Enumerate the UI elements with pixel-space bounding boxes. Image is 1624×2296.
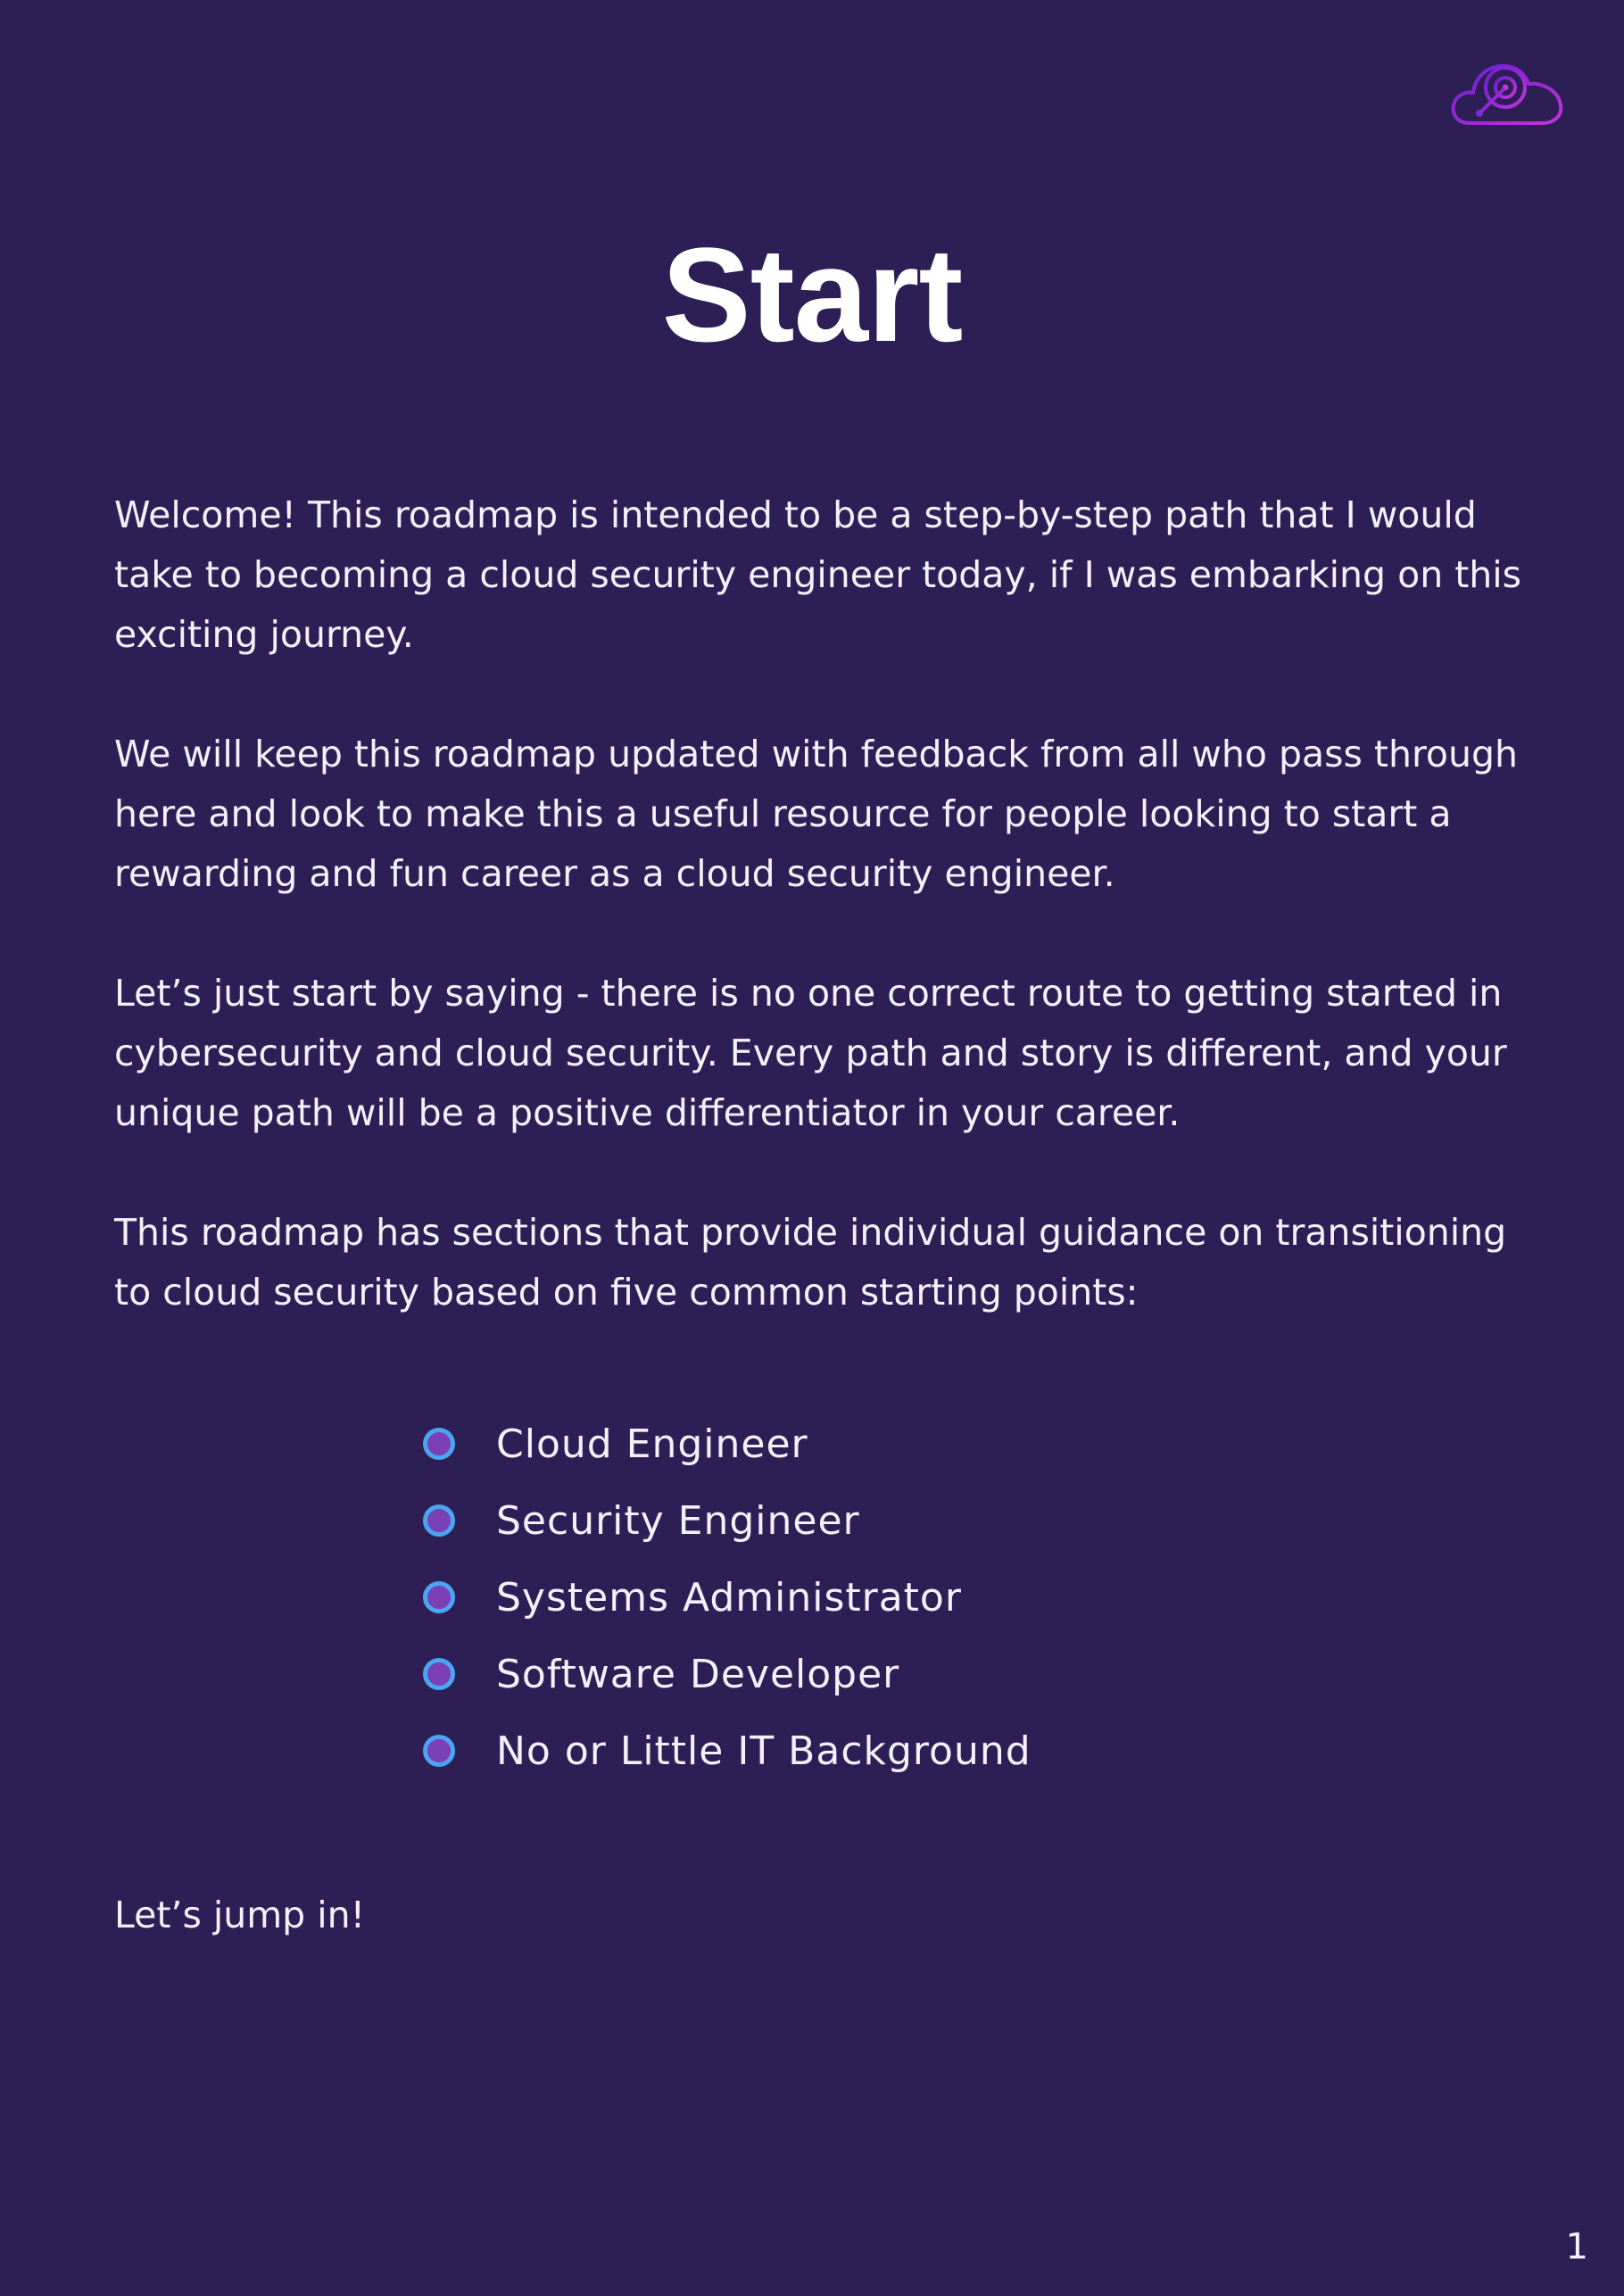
list-item [423,1712,1032,1789]
list-item [423,1482,1032,1559]
bullet-circle-icon [423,1581,455,1613]
paragraph-feedback: We will keep this roadmap updated with feedback from all who pass through here and look to make this a useful resource for people looking to start a rewarding and fun career as a cloud security engineer. [114,733,1519,895]
bullet-circle-icon [423,1735,455,1767]
list-item-label: Software Developer [496,1651,900,1697]
paragraph-welcome: Welcome! This roadmap is intended to be a step-by-step path that I would take to becoming a cloud security engineer today, if I was embarking on this exciting journey. [114,493,1522,656]
bullet-circle-icon [423,1428,455,1460]
list-item-label: Systems Administrator [496,1574,962,1620]
cloud-target-logo-icon [1450,46,1566,136]
starting-points-list [423,1405,1032,1789]
list-item-label: Cloud Engineer [496,1421,808,1467]
list-item [423,1636,1032,1712]
closing-line: Let’s jump in! [114,1894,366,1936]
page-number: 1 [1565,2226,1588,2267]
list-item [423,1559,1032,1636]
bullet-circle-icon [423,1504,455,1537]
bullet-circle-icon [423,1658,455,1690]
list-item [423,1405,1032,1482]
paragraph-sections: This roadmap has sections that provide individual guidance on transitioning to cloud security based on five common starting points: [114,1211,1507,1314]
list-item-label: Security Engineer [496,1497,860,1544]
page-title: Start [661,220,963,369]
paragraph-no-one-route: Let’s just start by saying - there is no one correct route to getting started in cybersecurity and cloud security. Every path and story is different, and your unique path will be a positive differentiator in your career. [114,972,1507,1134]
list-item-label: No or Little IT Background [496,1728,1032,1774]
intro-text [114,485,1524,1382]
